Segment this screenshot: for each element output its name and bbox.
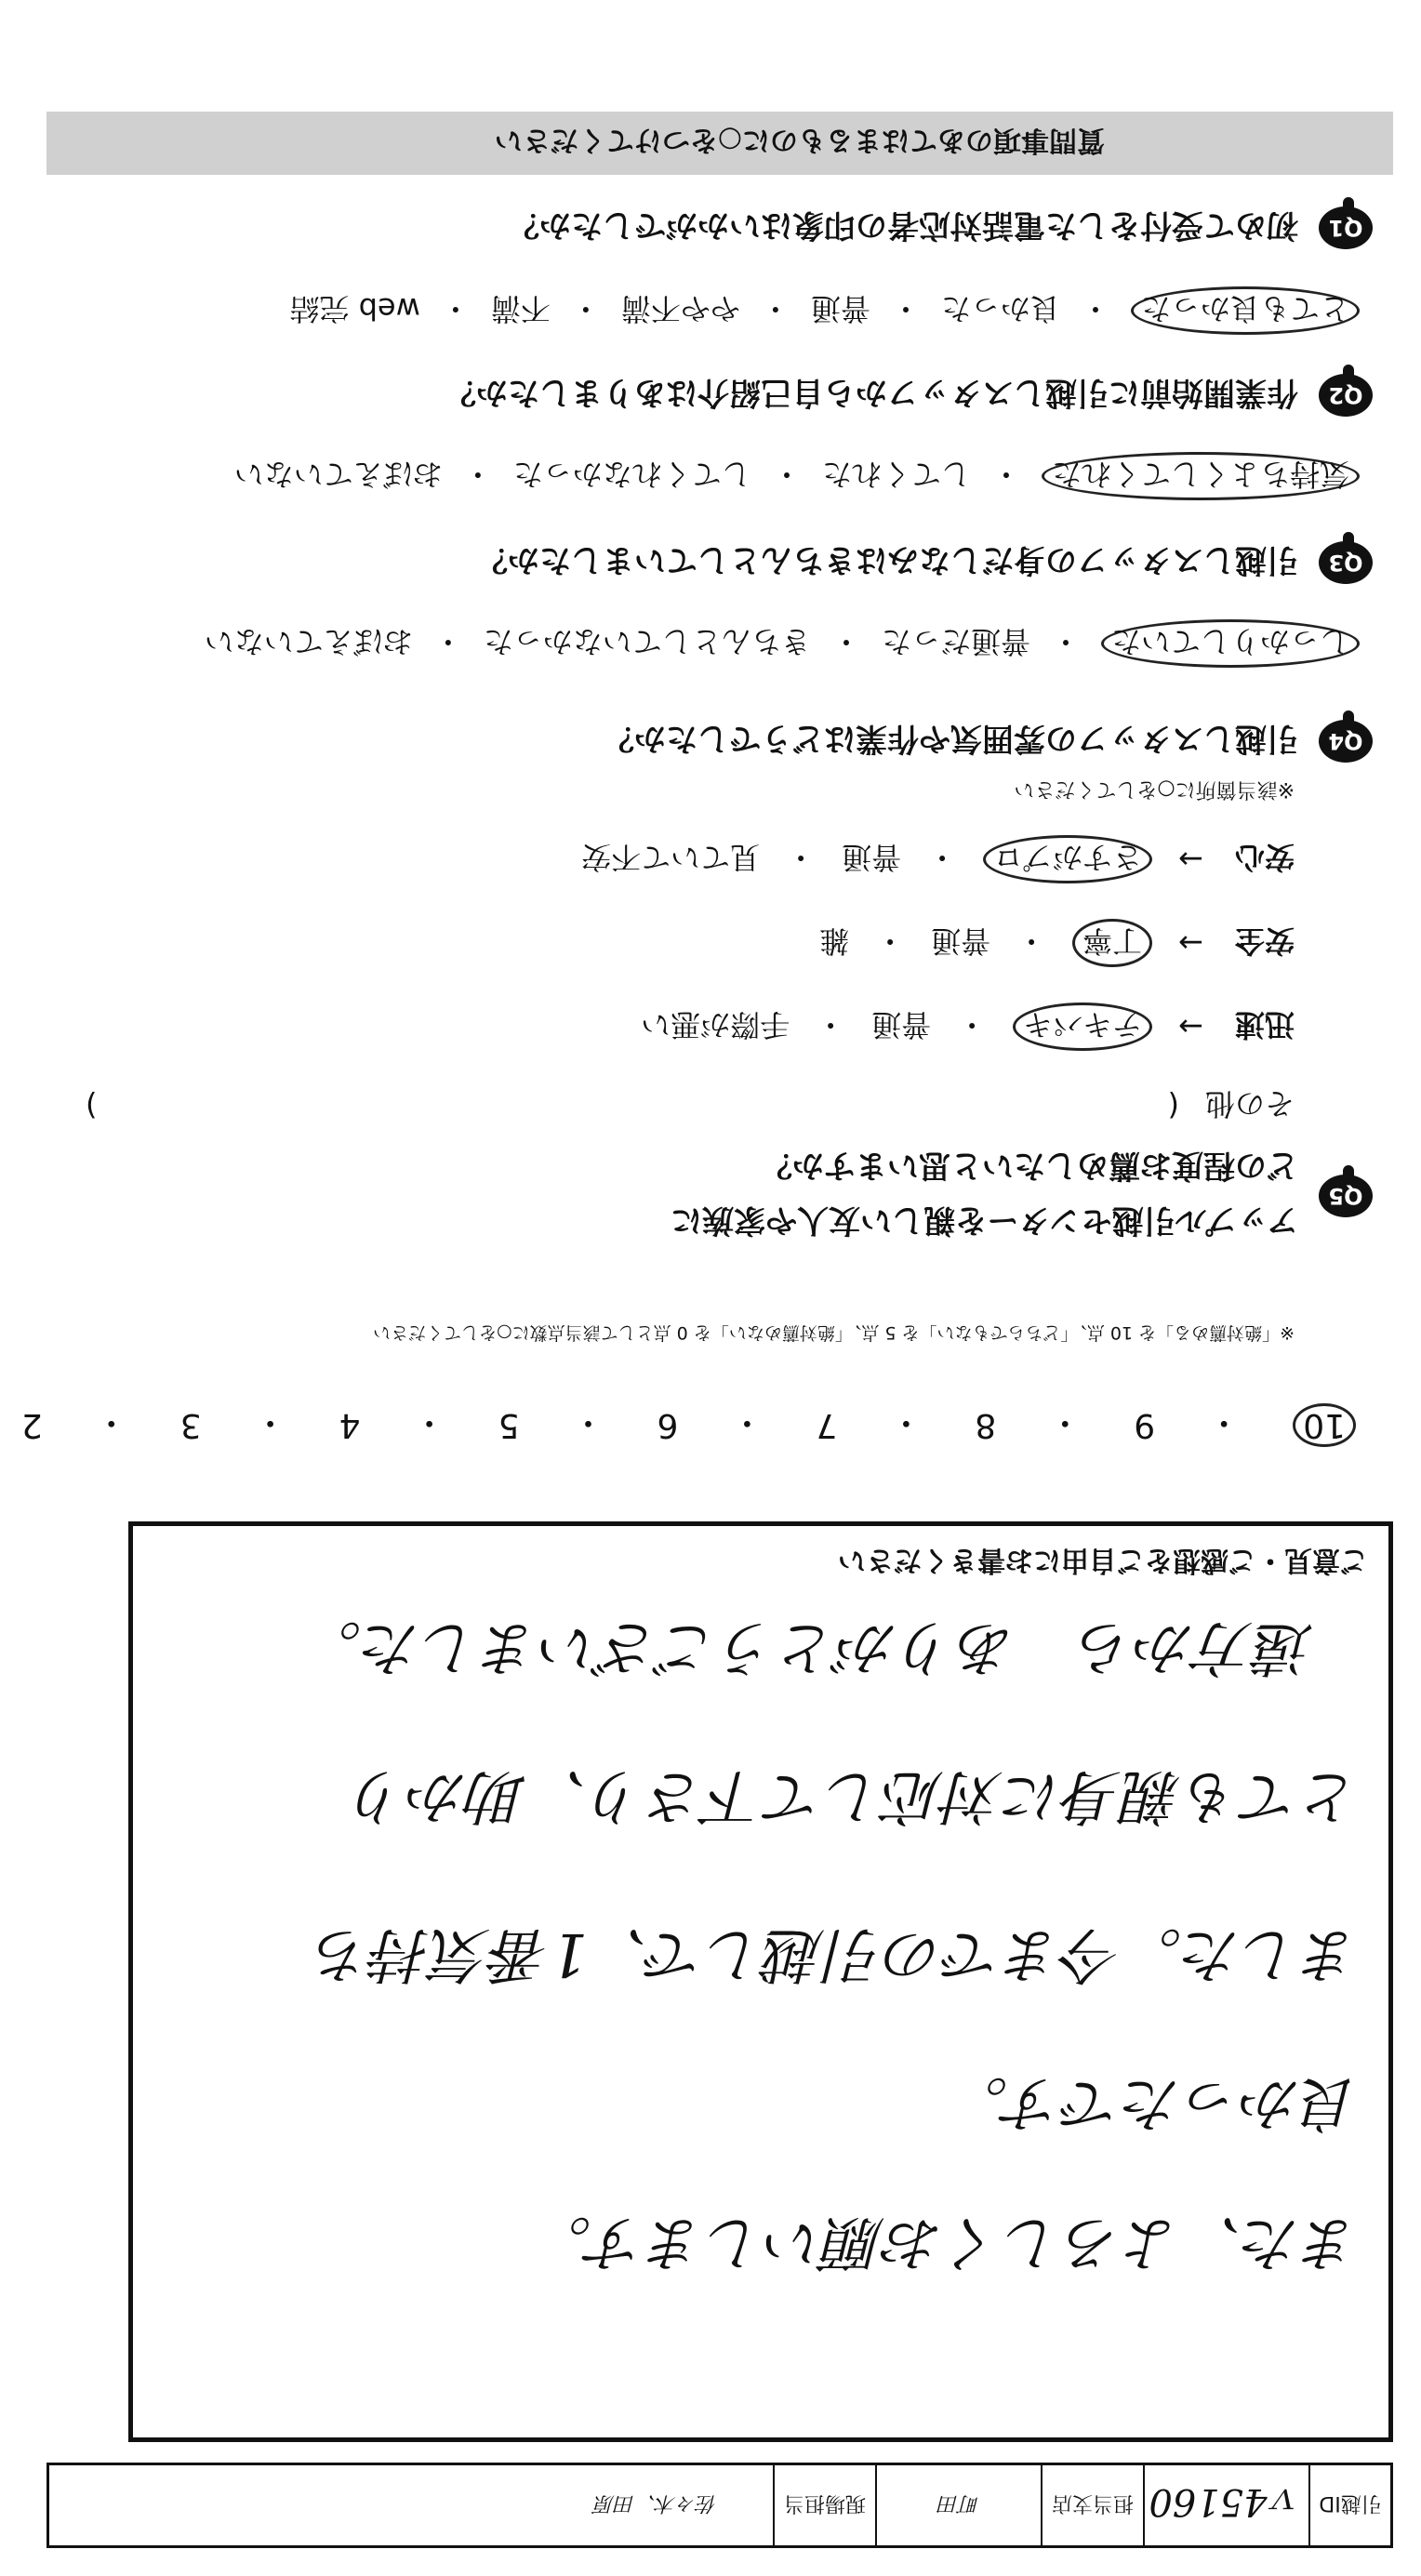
comment-line-3: ました。今までの引越しで、1番気持ち — [312, 1919, 1361, 1988]
q5-score[interactable]: 3 — [179, 1406, 202, 1444]
id-value: ｖ45160 — [1143, 2465, 1308, 2545]
q4-question — [603, 719, 1373, 764]
q1-option[interactable]: 普通 — [810, 291, 870, 326]
q1-text: 初めて受付をした電話対応者の印象はいかがでしたか？ — [508, 206, 1298, 244]
q1-option[interactable]: やや不満 — [620, 291, 740, 326]
q1-option-selected[interactable]: とても良かった — [1131, 286, 1360, 335]
q3-badge: Q3 — [1319, 542, 1373, 585]
q3-option[interactable]: おぼえていない — [204, 624, 413, 659]
q4-other — [86, 1084, 1295, 1127]
q1-option[interactable]: web 完結 — [289, 291, 420, 326]
q5-text-line1: アップル引越センターを親しい友人や家族に — [671, 1202, 1298, 1239]
arrow: → — [1178, 842, 1203, 877]
q3-options: しっかりしていた ・ 普通だった ・ きちんとしていなかった ・ おぼえていない — [205, 619, 1360, 668]
q5-score[interactable]: 2 — [20, 1406, 43, 1444]
q4-option[interactable]: 雑 — [819, 923, 850, 959]
q2-option[interactable]: してくれなかった — [512, 457, 751, 492]
comment-line-4: 良かったです。 — [949, 2068, 1361, 2137]
q3-option[interactable]: 普通だった — [881, 624, 1030, 659]
q1-option[interactable]: 不満 — [490, 291, 551, 326]
q4-row-label: 迅速 — [1234, 1007, 1295, 1042]
arrow: → — [1178, 1009, 1203, 1044]
q4-row-anshin: 安心 → さすがプロ ・ 普通 ・ 見ていて不安 — [581, 835, 1295, 883]
q5-score-selected[interactable]: 10 — [1293, 1403, 1356, 1447]
q4-text: 引越しスタッフの雰囲気や作業はどうでしたか？ — [603, 720, 1298, 757]
q5-score[interactable]: 8 — [975, 1406, 997, 1444]
q4-row-label: 安全 — [1234, 923, 1295, 959]
instruction-banner: 質問事項のあてはまるものに○をつけてください — [46, 112, 1393, 175]
q1-option[interactable]: 良かった — [940, 291, 1060, 326]
staff-value: 佐々木、田原 — [593, 2491, 717, 2516]
q1-options: とても良かった ・ 良かった ・ 普通 ・ やや不満 ・ 不満 ・ web 完結 — [289, 286, 1360, 335]
q2-text: 作業開始前に引越しスタッフから自己紹介はありましたか？ — [445, 374, 1298, 411]
q4-other-label: その他 — [1204, 1086, 1295, 1122]
q2-question — [445, 373, 1373, 418]
q3-option-selected[interactable]: しっかりしていた — [1101, 619, 1360, 668]
q4-option-selected[interactable]: テキパキ — [1013, 1003, 1152, 1051]
header-table — [46, 2463, 1393, 2548]
q4-option[interactable]: 見ていて不安 — [581, 840, 761, 875]
branch-value: 町田 — [875, 2465, 1041, 2545]
q5-note: ※「絶対薦める」を 10 点、「どちらでもない」を 5 点、「絶対薦めない」を 0 点として該当点数に○をしてください — [373, 1322, 1295, 1343]
staff-label: 現場担当 — [773, 2465, 875, 2545]
q3-question — [476, 540, 1373, 586]
id-label: 引越ID — [1308, 2465, 1390, 2545]
q5-score[interactable]: 5 — [498, 1406, 520, 1444]
q5-question — [671, 1146, 1373, 1246]
q4-option[interactable]: 普通 — [842, 840, 902, 875]
q2-option[interactable]: おぼえていない — [233, 457, 443, 492]
q2-option-selected[interactable]: 気持ちよくしてくれた — [1042, 452, 1360, 500]
q5-score[interactable]: 7 — [816, 1406, 838, 1444]
comment-title: ご意見・ご感想をご自由にお書きください — [838, 1544, 1368, 1576]
q4-row-anzen: 安全 → 丁寧 ・ 普通 ・ 雑 — [819, 919, 1295, 967]
q4-row-label: 安心 — [1234, 840, 1295, 875]
arrow: → — [1178, 925, 1203, 961]
q1-question — [508, 206, 1373, 251]
comment-line-1: 遠方から ありがとうございました。 — [302, 1613, 1314, 1681]
q2-options: 気持ちよくしてくれた ・ してくれた ・ してくれなかった ・ おぼえていない — [234, 452, 1360, 500]
q5-score[interactable]: 6 — [657, 1406, 679, 1444]
q5-score[interactable]: 4 — [339, 1406, 361, 1444]
q4-option-selected[interactable]: さすがプロ — [983, 835, 1152, 883]
q3-option[interactable]: きちんとしていなかった — [483, 624, 811, 659]
comment-box[interactable] — [128, 1521, 1393, 2442]
q4-option[interactable]: 普通 — [871, 1007, 932, 1042]
q5-badge: Q5 — [1319, 1175, 1373, 1217]
branch-label: 担当支店 — [1041, 2465, 1143, 2545]
q3-text: 引越しスタッフの身だしなみはきちんとしていましたか？ — [476, 541, 1298, 578]
q5-text-line2: どの程度お薦めしたいと思いますか？ — [761, 1147, 1298, 1184]
q5-score[interactable]: 9 — [1134, 1406, 1156, 1444]
q4-option[interactable]: 普通 — [931, 923, 991, 959]
q2-badge: Q2 — [1319, 375, 1373, 418]
q5-scale: 10 ・ 9 ・ 8 ・ 7 ・ 6 ・ 5 ・ 4 ・ 3 ・ 2 — [0, 1401, 1356, 1449]
q4-option[interactable]: 手際が悪い — [641, 1007, 790, 1042]
q1-badge: Q1 — [1319, 207, 1373, 250]
comment-line-2: とても親身に対応して下さり、助かり — [349, 1761, 1361, 1830]
q4-option-selected[interactable]: 丁寧 — [1072, 919, 1152, 967]
comment-line-5: また、よろしくお願いします。 — [532, 2208, 1361, 2277]
q2-option[interactable]: してくれた — [821, 457, 971, 492]
q4-row-jinsoku: 迅速 → テキパキ ・ 普通 ・ 手際が悪い — [641, 1003, 1295, 1051]
q4-note: ※該当箇所に○をしてください — [1014, 777, 1295, 801]
q4-badge: Q4 — [1319, 721, 1373, 764]
q4-other-field[interactable]: ( ) — [86, 1088, 1179, 1123]
